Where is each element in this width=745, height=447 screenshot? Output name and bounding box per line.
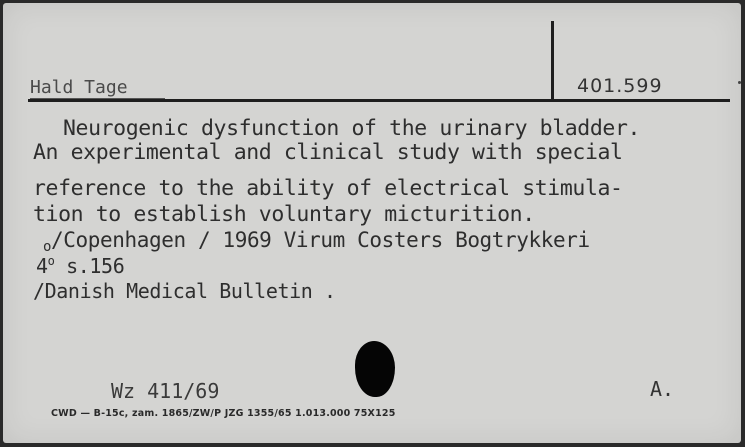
call-number: 401.599 (577, 75, 663, 97)
shelf-reference: Wz 411/69 (111, 379, 220, 403)
ink-blot (355, 341, 395, 397)
margin-dot (738, 81, 741, 84)
series-line: /Danish Medical Bulletin . (33, 279, 336, 303)
place-superscript: o (43, 239, 52, 255)
imprint-place: /Copenhagen (51, 228, 186, 252)
format-superscript: o (47, 254, 55, 268)
format-number: 4 (36, 254, 48, 278)
title-line-1: Neurogenic dysfunction of the urinary bladder. (63, 116, 641, 141)
catalog-card (3, 3, 741, 443)
vertical-rule (551, 21, 554, 101)
card-letter: A. (650, 377, 675, 401)
title-line-3: reference to the ability of electrical stimula- (33, 176, 623, 201)
title-line-4: tion to establish voluntary micturition. (33, 202, 535, 227)
printer-footer: CWD — B-15c, zam. 1865/ZW/P JZG 1355/65 1.013.000 75X125 (51, 408, 396, 419)
imprint-line (43, 228, 590, 255)
title-line-2: An experimental and clinical study with special (33, 140, 623, 165)
horizontal-rule (28, 99, 730, 102)
imprint-publisher: / 1969 Virum Costers Bogtrykkeri (197, 228, 590, 252)
author-name: Hald Tage (30, 77, 128, 98)
author-underline (30, 98, 165, 99)
collation-line (36, 254, 124, 278)
pagination: s.156 (54, 254, 125, 278)
